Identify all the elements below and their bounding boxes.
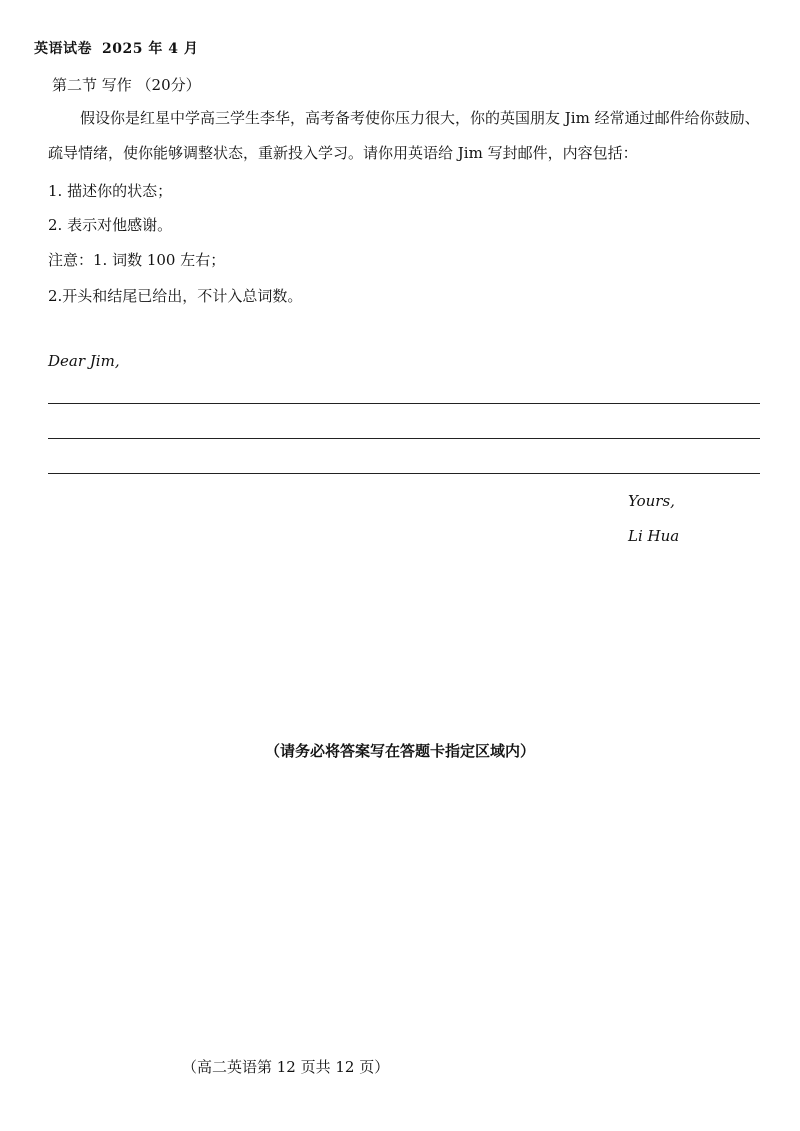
note-item-2: 2.开头和结尾已给出，不计入总词数。: [48, 287, 303, 305]
exam-date: 2025 年 4 月: [102, 41, 199, 57]
answer-line[interactable]: [48, 403, 760, 404]
letter-closing: Yours,: [628, 492, 675, 510]
page-footer: （高二英语第 12 页共 12 页）: [182, 1058, 390, 1076]
subject-label: 英语试卷: [34, 41, 92, 57]
letter-greeting: Dear Jim,: [48, 352, 120, 370]
prompt-item-2: 2. 表示对他感谢。: [48, 216, 173, 234]
exam-header: [34, 38, 198, 58]
prompt-paragraph: 假设你是红星中学高三学生李华，高考备考使你压力很大，你的英国朋友 Jim 经常通过邮件给你鼓励、疏导情绪，使你能够调整状态，重新投入学习。请你用英语给 Jim 写封邮件，内容包括：: [48, 109, 760, 162]
answer-line[interactable]: [48, 438, 760, 439]
section-title: 第二节 写作 （20分）: [52, 76, 201, 94]
letter-signature: Li Hua: [628, 527, 680, 545]
note-item-1: 注意：1. 词数 100 左右；: [48, 251, 226, 269]
prompt-item-1: 1. 描述你的状态；: [48, 182, 173, 200]
answer-sheet-notice: （请务必将答案写在答题卡指定区域内）: [264, 742, 535, 760]
answer-line[interactable]: [48, 473, 760, 474]
